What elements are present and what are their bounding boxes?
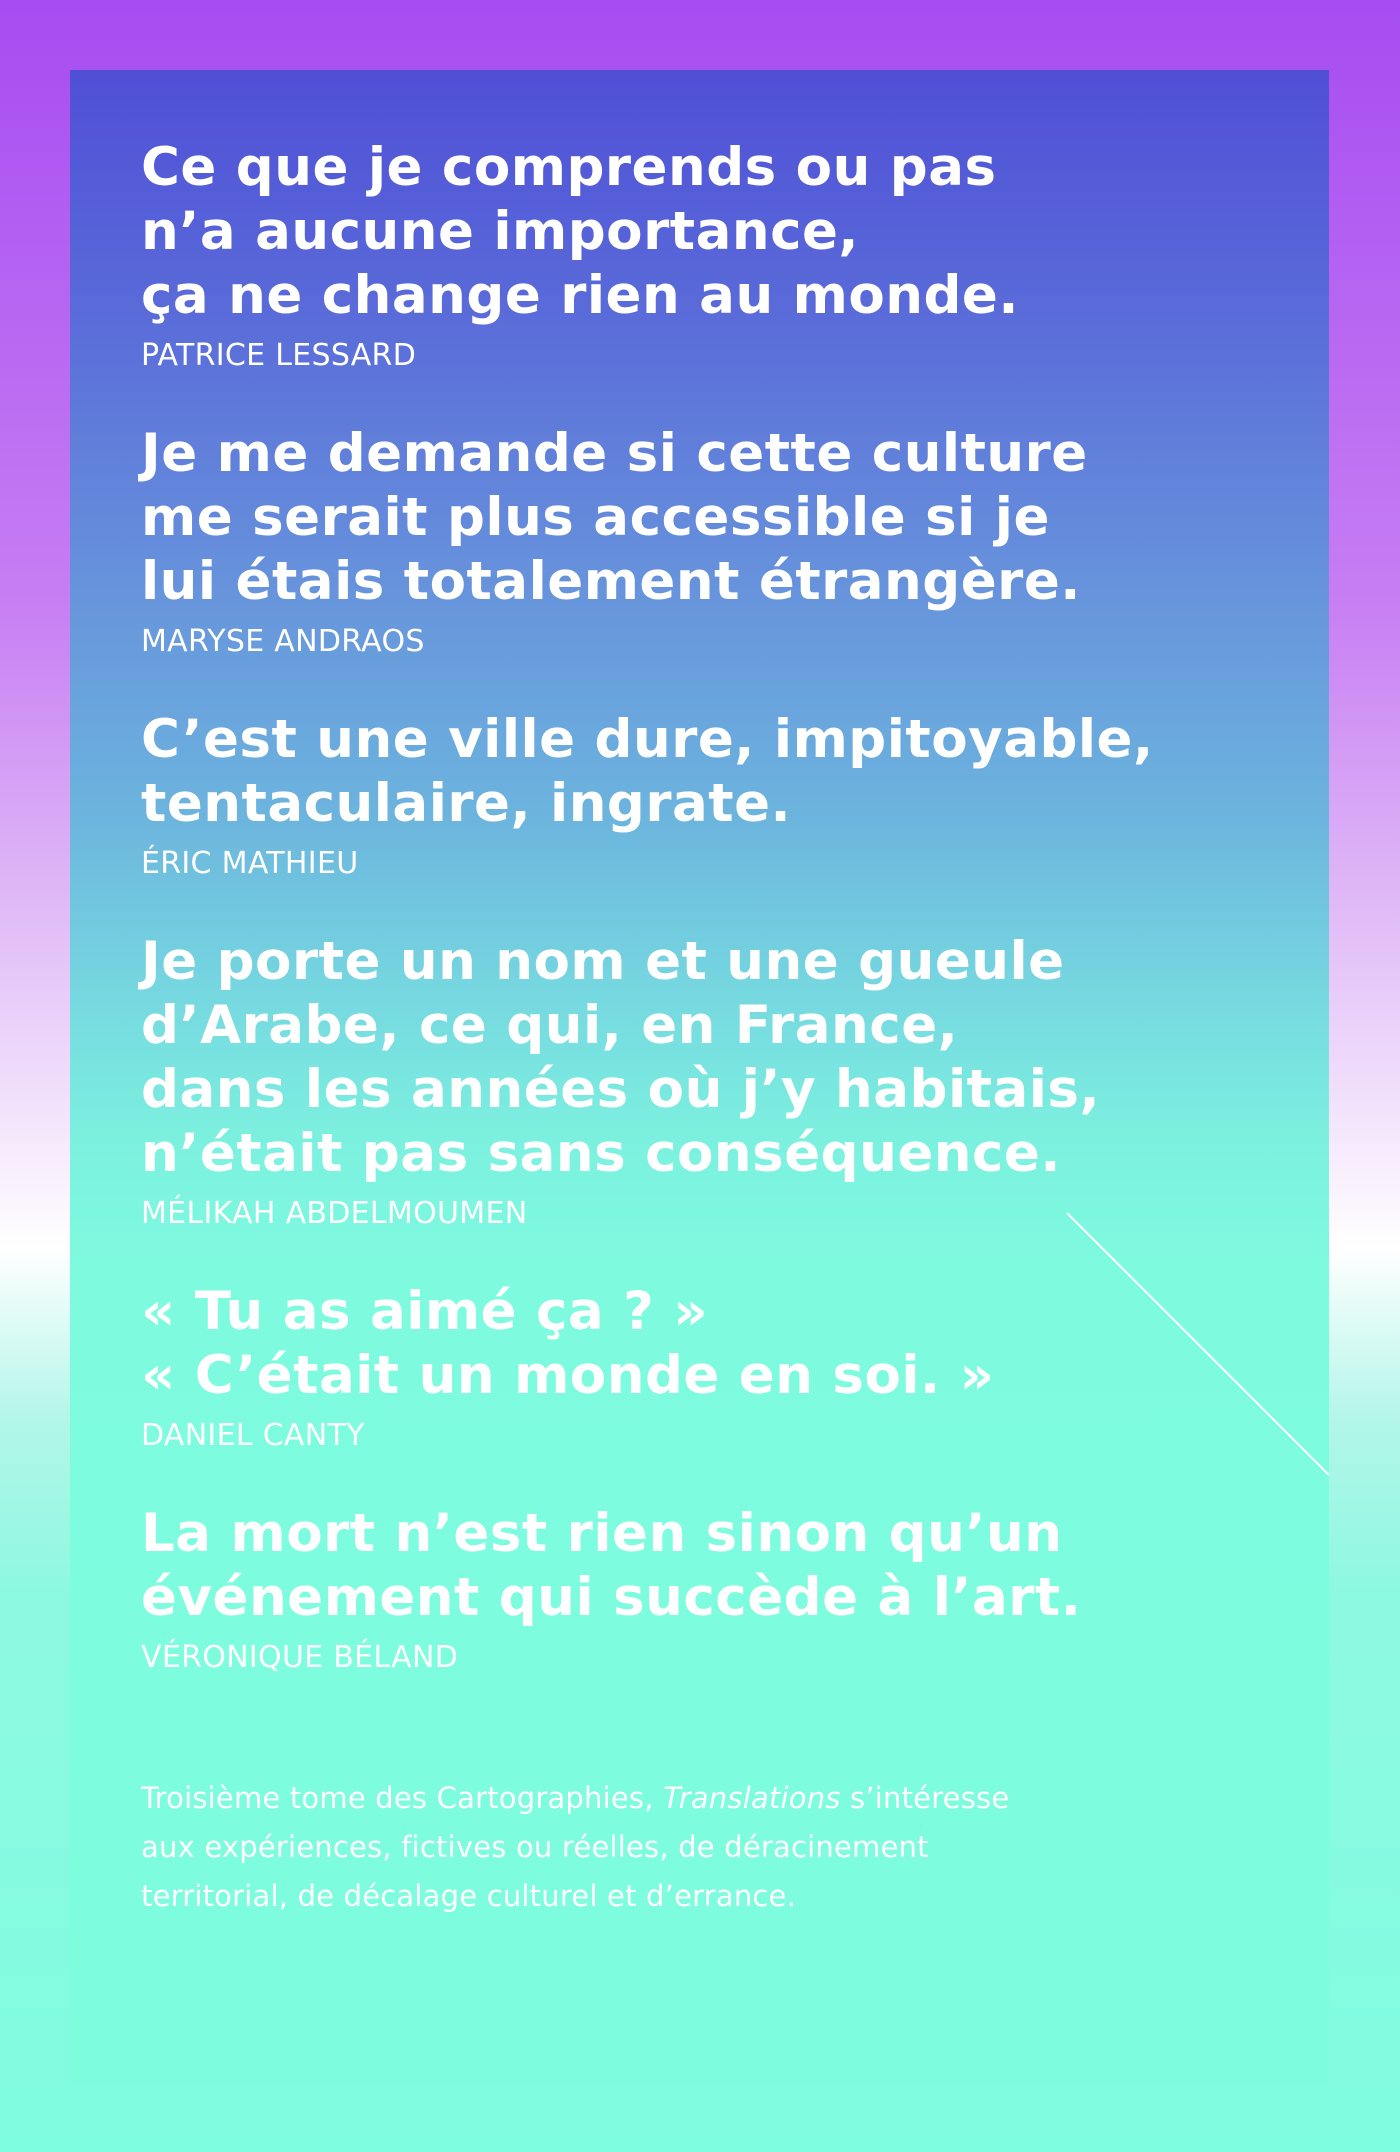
quote-text: La mort n’est rien sinon qu’un événement qui succède à l’art.	[141, 1503, 1082, 1628]
quote-author: VÉRONIQUE BÉLAND	[141, 1640, 459, 1675]
quote-block	[141, 422, 1261, 708]
quote-text: Je porte un nom et une gueule d’Arabe, ce qui, en France, dans les années où j’y habitais, n’était pas sans conséquence.	[141, 931, 1101, 1184]
quote-text: Ce que je comprends ou pas n’a aucune importance, ça ne change rien au monde.	[141, 137, 1020, 326]
description-line: territorial, de décalage culturel et d’errance.	[141, 1879, 797, 1913]
quote-text: C’est une ville dure, impitoyable, tentaculaire, ingrate.	[141, 709, 1154, 834]
quote-author: DANIEL CANTY	[141, 1418, 365, 1453]
book-title: Translations	[663, 1781, 841, 1815]
quote-block	[141, 136, 1261, 422]
book-description	[141, 1774, 1261, 1921]
quote-text: Je me demande si cette culture me serait plus accessible si je lui étais totalement étrangère.	[141, 423, 1088, 612]
quote-block	[141, 1280, 1261, 1502]
quote-author: ÉRIC MATHIEU	[141, 846, 359, 881]
quote-text: « Tu as aimé ça ? » « C’était un monde en soi. »	[141, 1281, 995, 1406]
description-line: Troisième tome des Cartographies, Translations s’intéresse	[141, 1781, 1010, 1815]
quote-block	[141, 708, 1261, 930]
quote-author: MARYSE ANDRAOS	[141, 624, 425, 659]
quotes-column	[141, 136, 1261, 1921]
quote-block	[141, 930, 1261, 1280]
description-line: aux expériences, fictives ou réelles, de déracinement	[141, 1830, 929, 1864]
quote-author: MÉLIKAH ABDELMOUMEN	[141, 1196, 528, 1231]
back-cover-panel	[70, 70, 1329, 2082]
quote-author: PATRICE LESSARD	[141, 338, 417, 373]
quote-block	[141, 1502, 1261, 1774]
